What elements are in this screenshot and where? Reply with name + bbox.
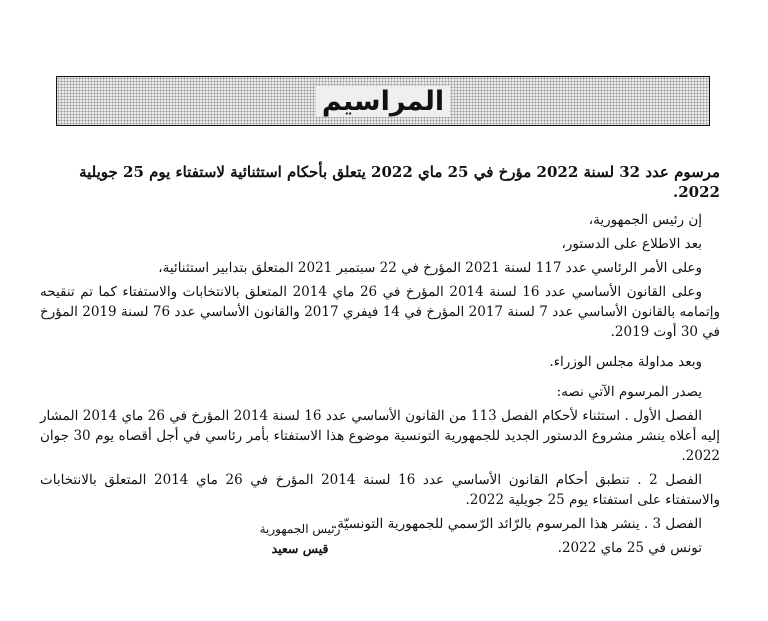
decree-article-1: الفصل الأول . استثناء لأحكام الفصل 113 من القانون الأساسي عدد 16 لسنة 2014 المؤرخ في 26 ماي 2014 المشار إليه أعلاه ينشر مشروع الدستور الجديد للجمهورية التونسية موضوع هذا الاستفتاء بأمر رئاسي في أجل أقصاه يوم 30 جوان 2022. — [40, 408, 720, 464]
section-title: المراسيم — [316, 86, 450, 117]
decree-paragraph: إن رئيس الجمهورية، — [588, 212, 702, 228]
signature-name: قيس سعيد — [271, 541, 329, 556]
decree-paragraph: وعلى القانون الأساسي عدد 16 لسنة 2014 المؤرخ في 26 ماي 2014 المتعلق بالانتخابات والاستفتاء كما تم تنقيحه وإتمامه بالقانون الأساسي عدد 7 لسنة 2017 المؤرخ في 14 فيفري 2017 والقانون الأساسي عدد 76 لسنة 2019 المؤرخ في 30 أوت 2019. — [40, 284, 720, 340]
decree-paragraph: وبعد مداولة مجلس الوزراء. — [549, 354, 702, 370]
decree-title: مرسوم عدد 32 لسنة 2022 مؤرخ في 25 ماي 2022 يتعلق بأحكام استثنائية لاستفتاء يوم 25 جويلية 2022. — [79, 163, 720, 201]
signature-role: رئيس الجمهورية — [259, 522, 341, 536]
decree-article-3: الفصل 3 . ينشر هذا المرسوم بالرّائد الرّسمي للجمهورية التونسيّة. — [332, 516, 702, 532]
decree-date: تونس في 25 ماي 2022. — [557, 540, 702, 556]
decree-body — [40, 162, 720, 562]
section-header-box — [56, 76, 710, 126]
decree-paragraph: يصدر المرسوم الآتي نصه: — [556, 384, 702, 400]
signature-block — [240, 520, 360, 558]
decree-paragraph: وعلى الأمر الرئاسي عدد 117 لسنة 2021 المؤرخ في 22 سبتمبر 2021 المتعلق بتدابير استثنائية، — [158, 260, 702, 276]
decree-article-2: الفصل 2 . تنطبق أحكام القانون الأساسي عدد 16 لسنة 2014 المؤرخ في 26 ماي 2014 المتعلق بالانتخابات والاستفتاء على استفتاء يوم 25 جويلية 2022. — [40, 472, 720, 508]
decree-paragraph: بعد الاطلاع على الدستور، — [561, 236, 702, 252]
